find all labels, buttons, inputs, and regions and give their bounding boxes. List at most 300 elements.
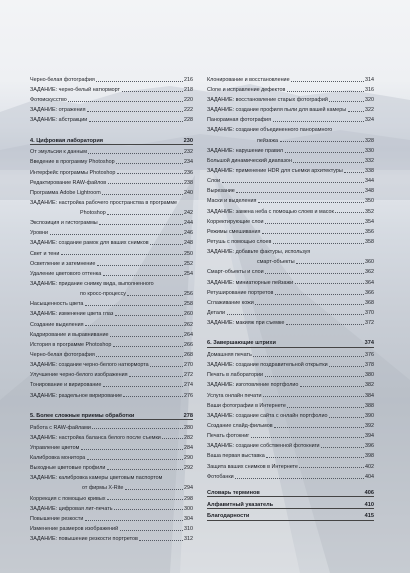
page-number: 360 [365, 259, 374, 266]
toc-entry [30, 338, 193, 348]
toc-entry [30, 369, 193, 379]
entry-title: Фотобанки [207, 473, 234, 480]
toc-entry [207, 440, 374, 450]
toc-entry: ЗАДАНИЕ: абстракции 228 [30, 117, 193, 124]
entry-title: Печать фотокниг [207, 433, 250, 440]
entry-title: Работа с RAW-файлами [30, 424, 91, 431]
toc-entry [207, 103, 374, 113]
entry-title: Ваши фотографии в Интернете [207, 402, 286, 409]
page-number: 272 [184, 372, 193, 379]
chapter-heading-5: 5. Более сложные приемы обработки 278 [30, 409, 193, 420]
page-number: 362 [365, 269, 374, 276]
dot-leader [113, 346, 183, 347]
entry-title: ЗАДАНИЕ: повышение резкости портретов [30, 536, 138, 543]
dot-leader [295, 283, 364, 284]
entry-title: Кадрирование и выравнивание [30, 331, 109, 338]
toc-entry [207, 124, 374, 134]
entry-title: Экспозиция и гистограммы [30, 220, 98, 227]
toc-entry: Фотоискусство 220 [30, 97, 193, 104]
toc-entry: ЗАДАНИЕ: отражения 222 [30, 107, 193, 114]
toc-entry [30, 298, 193, 308]
dot-leader [265, 376, 364, 377]
dot-leader [236, 192, 363, 193]
dot-leader [150, 244, 182, 245]
page-number: 256 [184, 291, 193, 298]
page-number: 274 [184, 382, 193, 389]
dot-leader [255, 304, 363, 305]
toc-entry [207, 185, 374, 195]
chapter-heading-6: 6. Завершающие штрихи 374 [207, 337, 374, 348]
toc-entry [207, 245, 374, 255]
entry-title: Защита ваших снимков в Интернете [207, 463, 298, 470]
entry-title: Удаление цветового оттенка [30, 270, 102, 277]
dot-leader [262, 233, 364, 234]
dot-leader [162, 438, 182, 439]
page-number: 348 [365, 188, 374, 195]
entry-title: ЗАДАНИЕ: макияж при съемке [207, 320, 285, 327]
toc-entry [207, 306, 374, 316]
chapter-6-entries [207, 348, 374, 480]
dot-leader [265, 273, 363, 274]
dot-leader [280, 141, 364, 142]
page-number: 290 [184, 454, 193, 461]
entry-title: Благодарности [207, 513, 250, 520]
page-number: 354 [365, 218, 374, 225]
page-number: 240 [184, 189, 193, 196]
entry-title: ЗАДАНИЕ: придание снимку вида, выполненного [30, 281, 154, 288]
toc-entry [30, 287, 193, 297]
dot-leader [266, 457, 363, 458]
entry-title: Программа Adobe Lightroom [30, 189, 101, 196]
entry-title: Улучшение черно-белого изображения [30, 372, 128, 379]
dot-leader [329, 417, 364, 418]
page-number: 250 [184, 250, 193, 257]
entry-title: Большой динамический диапазон [207, 157, 292, 164]
page-number: 410 [364, 501, 374, 508]
page-number: 404 [365, 473, 374, 480]
entry-title: Ретушь с помощью слоев [207, 238, 272, 245]
dot-leader [253, 356, 363, 357]
toc-entry [30, 532, 193, 542]
toc-entry [207, 389, 374, 399]
page-number: 338 [365, 168, 374, 174]
entry-title: ЗАДАНИЕ: калибровка камеры цветовым паспортом [30, 475, 163, 482]
dot-leader [222, 182, 364, 183]
entry-title: ЗАДАНИЕ: изменение цвета глаз [30, 311, 114, 318]
toc-entry: Черно-белая фотография 216 [30, 76, 193, 83]
dot-leader [125, 489, 183, 490]
page-number: 284 [184, 444, 193, 451]
entry-title: ЗАДАНИЕ: создание объединенного панорамного [207, 127, 333, 134]
entry-title: Создание выделения [30, 321, 84, 328]
entry-title: Черно-белая фотография [30, 352, 95, 359]
back-matter-entry [207, 509, 374, 520]
toc-entry [207, 470, 374, 480]
entry-title: Редактирование RAW-файлов [30, 179, 107, 186]
page-number: 312 [184, 536, 193, 543]
dot-leader [88, 153, 182, 154]
toc-entry [207, 450, 374, 460]
page-number: 252 [184, 260, 193, 267]
toc-entry [207, 429, 374, 439]
toc-entry [30, 421, 193, 431]
page-number: 304 [184, 515, 193, 522]
dot-leader [329, 366, 363, 367]
page-number: 356 [365, 228, 374, 235]
dot-leader [335, 212, 363, 213]
page-number: 364 [365, 279, 374, 286]
toc-entry [30, 277, 193, 287]
entry-title: ЗАДАНИЕ: восстановление старых фотографий [207, 97, 328, 104]
page-number: 378 [365, 362, 374, 369]
dot-leader [116, 163, 182, 164]
toc-entry [30, 482, 193, 492]
toc-entry [207, 419, 374, 429]
entry-title: Создание слайд-фильмов [207, 423, 273, 430]
toc-entry [30, 156, 193, 166]
dot-leader [117, 173, 183, 174]
toc-entry [207, 369, 374, 379]
page-number: 322 [365, 107, 374, 114]
page-number: 394 [365, 433, 374, 440]
page-number: 406 [364, 489, 374, 496]
entry-title: История в программе Photoshop [30, 341, 112, 348]
dot-leader [96, 356, 182, 357]
entry-title: Детали [207, 309, 226, 316]
page-number: 324 [365, 117, 374, 124]
entry-title: ЗАДАНИЕ: применение HDR для съемки архитектуры [207, 168, 343, 174]
page-number: 332 [365, 157, 374, 164]
contents-right-column [207, 73, 374, 521]
toc-entry [30, 379, 193, 389]
toc-entry [207, 276, 374, 286]
page-number: 314 [365, 76, 374, 83]
dot-leader [273, 243, 364, 244]
toc-entry [30, 358, 193, 368]
toc-entry [30, 502, 193, 512]
page-number: 282 [184, 434, 193, 441]
page-number: 264 [184, 331, 193, 338]
toc-entry [30, 522, 193, 532]
toc-entry [207, 93, 374, 103]
page-number: 376 [365, 352, 374, 359]
toc-entry [30, 328, 193, 338]
toc-entry [30, 227, 193, 237]
dot-leader [287, 407, 363, 408]
toc-entry [207, 296, 374, 306]
entry-title: Ретуширование портретов [207, 289, 274, 296]
entry-title: ЗАДАНИЕ: создание черно-белого натюрморта [30, 362, 149, 369]
entry-title: пейзажа [257, 137, 279, 144]
entry-title: Вырезание [207, 188, 235, 195]
toc-entry [207, 215, 374, 225]
page-number: 382 [365, 382, 374, 389]
dot-leader [107, 499, 183, 500]
dot-leader [274, 427, 363, 428]
page-number: 402 [365, 463, 374, 470]
toc-entry [207, 358, 374, 368]
entry-title: Словарь терминов [207, 489, 260, 496]
toc-entry [30, 196, 193, 206]
dot-leader [300, 386, 364, 387]
page-number: 370 [365, 309, 374, 316]
dot-leader [120, 530, 183, 531]
entry-title: Введение в программу Photoshop [30, 159, 115, 166]
page-number: 358 [365, 238, 374, 245]
entry-title: ЗАДАНИЕ: настройка рабочего пространства в программе [30, 199, 178, 206]
page-number: 232 [184, 149, 193, 156]
toc-entry [207, 409, 374, 419]
entry-title: Clone и исправление дефектов [207, 86, 286, 93]
toc-entry [207, 83, 374, 93]
toc-entry [30, 431, 193, 441]
page-number: 236 [184, 169, 193, 176]
back-matter-entry [207, 498, 374, 509]
toc-entry [207, 144, 374, 154]
page-number: 238 [184, 179, 193, 186]
dot-leader [344, 172, 363, 173]
page-number: 298 [184, 495, 193, 502]
dot-leader [115, 315, 183, 316]
dot-leader [275, 294, 364, 295]
page-number: 398 [365, 453, 374, 460]
dot-leader [296, 263, 363, 264]
dot-leader [329, 101, 363, 102]
dot-leader [92, 428, 182, 429]
toc-entry [207, 348, 374, 358]
dot-leader [227, 314, 364, 315]
entry-title: ЗАДАНИЕ: добавьте фактуры, используя [207, 249, 311, 256]
page-number: 310 [184, 525, 193, 532]
entry-title: Маски и выделения [207, 198, 257, 205]
dot-leader [81, 449, 183, 450]
toc-entry [207, 399, 374, 409]
entry-title: Корректирующие слои [207, 218, 264, 225]
dot-leader [129, 376, 182, 377]
dot-leader [107, 469, 183, 470]
page-number: 390 [365, 412, 374, 419]
toc-entry [207, 225, 374, 235]
entry-title: Панорамная фотография [207, 117, 271, 124]
page-number: 242 [184, 210, 193, 217]
entry-title: Photoshop [80, 210, 106, 217]
dot-leader [85, 325, 182, 326]
entry-title: Сглаживание кожи [207, 299, 254, 306]
toc-entry [30, 461, 193, 471]
dot-leader [99, 224, 182, 225]
dot-leader [87, 459, 183, 460]
entry-title: Изменение размеров изображений [30, 525, 119, 532]
entry-title: ЗАДАНИЕ: создание сайта с онлайн портфолио [207, 412, 328, 419]
entry-title: Калибровка монитора [30, 454, 86, 461]
toc-entry [207, 379, 374, 389]
toc-entry [207, 195, 374, 205]
entry-title: Уровни [30, 230, 49, 237]
entry-title: Слои [207, 178, 221, 185]
toc-entry [207, 174, 374, 184]
entry-title: ЗАДАНИЕ: замена неба с помощью слоев и масок [207, 208, 334, 215]
toc-entry [30, 186, 193, 196]
entry-title: Алфавитный указатель [207, 501, 274, 508]
toc-entry [207, 154, 374, 164]
toc-entry [207, 256, 374, 266]
dot-leader [299, 467, 363, 468]
dot-leader [348, 111, 364, 112]
dot-leader [85, 520, 183, 521]
page-number: 396 [365, 443, 374, 450]
entry-title: ЗАДАНИЕ: создание профиля пыли для вашей камеры [207, 107, 347, 114]
toc-entry [30, 145, 193, 155]
dot-leader [321, 447, 363, 448]
dot-leader [107, 214, 182, 215]
entry-title: Коррекция с помощью кривых [30, 495, 106, 502]
page-number: 244 [184, 220, 193, 227]
chapter-5-entries [30, 421, 193, 543]
entry-title: от фирмы X-Rite [82, 485, 124, 492]
dot-leader [110, 336, 183, 337]
toc-entry [207, 460, 374, 470]
page-number: 368 [365, 299, 374, 306]
entry-title: ЗАДАНИЕ: миниатюрные пейзажи [207, 279, 294, 286]
page-number: 380 [365, 372, 374, 379]
page-number: 258 [184, 301, 193, 308]
dot-leader [150, 366, 182, 367]
toc-entry [207, 114, 374, 124]
page-number: 352 [365, 208, 374, 215]
page-number: 330 [365, 147, 374, 154]
page-number: 260 [184, 311, 193, 318]
dot-leader [127, 295, 182, 296]
dot-leader [61, 254, 183, 255]
entry-title: Выходные цветовые профили [30, 465, 106, 472]
entry-title: ЗАДАНИЕ: настройка баланса белого после съемки [30, 434, 161, 441]
entry-title: ЗАДАНИЕ: создание поздравительной открытки [207, 362, 328, 369]
toc-entry [30, 389, 193, 399]
dot-leader [273, 121, 364, 122]
entry-title: ЗАДАНИЕ: изготовление портфолио [207, 382, 299, 389]
toc-entry: ЗАДАНИЕ: черно-белый натюрморт 218 [30, 86, 193, 93]
page-number: 248 [184, 240, 193, 247]
toc-entry [30, 216, 193, 226]
page-number: 294 [184, 485, 193, 492]
toc-entry [30, 451, 193, 461]
toc-entry [30, 318, 193, 328]
dot-leader [139, 540, 182, 541]
back-matter-entry [207, 486, 374, 497]
dot-leader [103, 275, 183, 276]
toc-entry [207, 73, 374, 83]
dot-leader [85, 305, 183, 306]
dot-leader [286, 324, 364, 325]
entry-title: Услуга онлайн печати [207, 392, 262, 399]
toc-entry [207, 286, 374, 296]
dot-leader [97, 265, 183, 266]
toc-entry [30, 257, 193, 267]
dot-leader [285, 152, 364, 153]
pre-entries-right [207, 73, 374, 327]
dot-leader [291, 81, 363, 82]
dot-leader [265, 223, 363, 224]
toc-entry [207, 205, 374, 215]
entry-title: Домашняя печать [207, 352, 252, 359]
page-number: 254 [184, 270, 193, 277]
page-number: 328 [365, 137, 374, 144]
dot-leader [114, 509, 182, 510]
page-number: 388 [365, 402, 374, 409]
toc-entry [30, 267, 193, 277]
page-number: 372 [365, 320, 374, 327]
toc-entry [30, 492, 193, 502]
page-number: 234 [184, 159, 193, 166]
entry-title: Печать в лаборатории [207, 372, 264, 379]
dot-leader [287, 91, 364, 92]
page-number: 316 [365, 86, 374, 93]
page-number: 266 [184, 341, 193, 348]
page-number: 280 [184, 424, 193, 431]
entry-title: Осветление и затемнение [30, 260, 96, 267]
page-number: 320 [365, 97, 374, 104]
toc-entry [30, 441, 193, 451]
entry-title: Режимы смешивания [207, 228, 261, 235]
entry-title: Ваша первая выставка [207, 453, 265, 460]
page-number: 268 [184, 352, 193, 359]
page-number: 276 [184, 392, 193, 399]
entry-title: ЗАДАНИЕ: раздельное вирирование [30, 392, 122, 399]
page-number: 366 [365, 289, 374, 296]
toc-entry [207, 266, 374, 276]
entry-title: ЗАДАНИЕ: создание собственной фотокниги [207, 443, 320, 450]
entry-title: Насыщенность цвета [30, 301, 84, 308]
entry-title: по кросс-процессу [80, 291, 126, 298]
entry-title: ЗАДАНИЕ: цифровая лит-печать [30, 505, 113, 512]
toc-entry [207, 134, 374, 144]
entry-title: Управление цветом [30, 444, 80, 451]
toc-entry [207, 235, 374, 245]
dot-leader [123, 396, 182, 397]
page-number: 246 [184, 230, 193, 237]
contents-left-column [30, 73, 193, 542]
page-number: 350 [365, 198, 374, 205]
entry-title: Клонирование и восстановление [207, 76, 290, 83]
page-number: 344 [365, 178, 374, 185]
entry-title: Повышение резкости [30, 515, 84, 522]
dot-leader [50, 234, 183, 235]
dot-leader [235, 478, 363, 479]
dot-leader [293, 162, 363, 163]
toc-entry [207, 316, 374, 326]
back-matter [207, 486, 374, 520]
dot-leader [263, 396, 364, 397]
page-number: 415 [364, 513, 374, 520]
dot-leader [258, 202, 364, 203]
toc-entry [30, 206, 193, 216]
toc-entry [30, 471, 193, 481]
toc-entry [30, 166, 193, 176]
chapter-4-entries [30, 145, 193, 399]
entry-title: смарт-объекты [257, 259, 295, 266]
dot-leader [251, 437, 364, 438]
page-number: 300 [184, 505, 193, 512]
dot-leader [103, 386, 183, 387]
toc-entry [30, 348, 193, 358]
page-number: 384 [365, 392, 374, 399]
chapter-heading-4: 4. Цифровая лаборатория 230 [30, 134, 193, 145]
toc-entry [30, 308, 193, 318]
entry-title: Свет и тени [30, 250, 60, 257]
page-number: 270 [184, 362, 193, 369]
page-number: 392 [365, 423, 374, 430]
toc-entry [30, 237, 193, 247]
